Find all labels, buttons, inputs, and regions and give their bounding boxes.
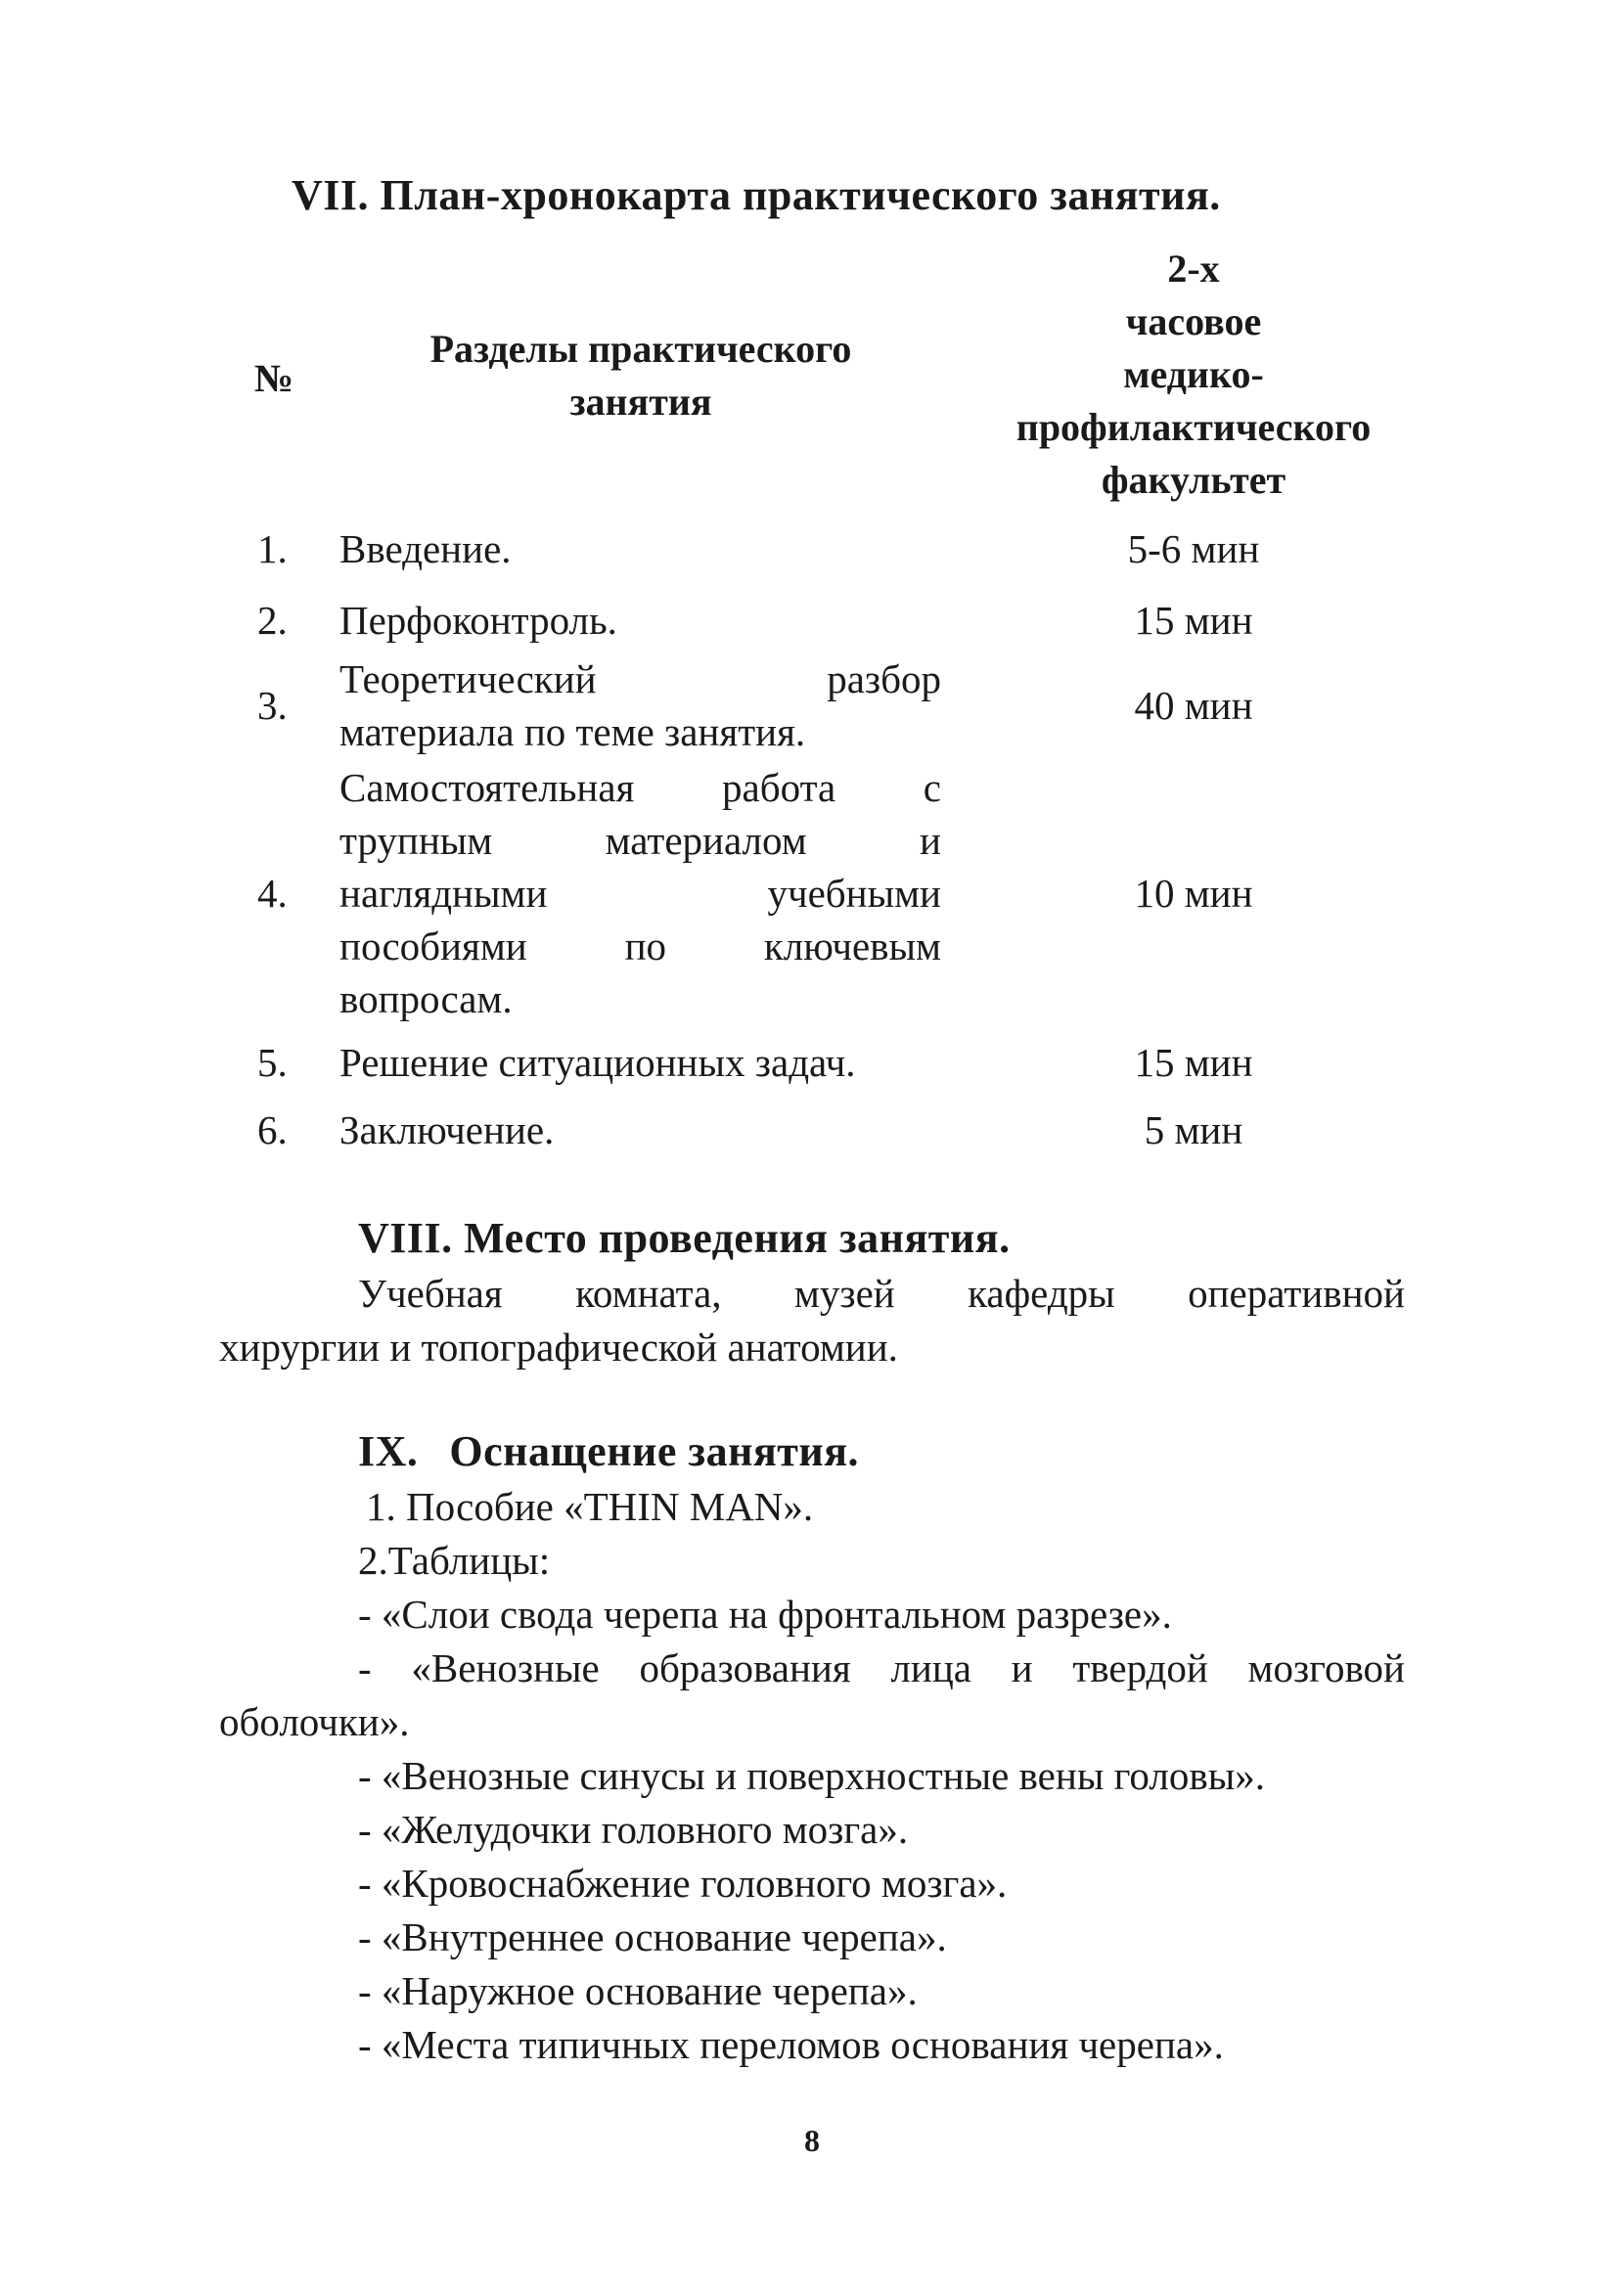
table-row-4-section-line5: вопросам. (339, 976, 513, 1021)
table-row-4-section-line2: трупным материалом и (339, 818, 941, 863)
table-header-time-line4: профилактического (1015, 405, 1372, 449)
table-row-4-time: 10 мин (1134, 871, 1253, 916)
table-row-4-number: 4. (257, 871, 288, 916)
table-row-2-number: 2. (257, 598, 288, 643)
table-row-3-section-line2: материала по теме занятия. (339, 709, 806, 754)
section-8-text-line2: хирургии и топографической анатомии. (219, 1325, 898, 1370)
table-header-time-line2: часовое (1125, 299, 1262, 343)
table-row-2-section: Перфоконтроль. (339, 598, 617, 643)
table-list-item-6: - «Внутреннее основание черепа». (358, 1914, 947, 1959)
table-header-number: № (253, 356, 294, 400)
table-row-4-section-line4: пособиями по ключевым (339, 923, 941, 968)
table-header-sections (338, 323, 944, 428)
table-row-3-section (339, 652, 941, 758)
section-7-title: VII. План-хронокарта практического занятия. (292, 171, 1221, 219)
equipment-item-2: 2.Таблицы: (358, 1538, 551, 1583)
table-header-time (978, 243, 1409, 507)
table-list-item-5: - «Кровоснабжение головного мозга». (358, 1861, 1008, 1906)
table-row-1-section: Введение. (339, 526, 512, 571)
table-list-item-2-line1: - «Венозные образования лица и твердой мозговой (358, 1645, 1405, 1690)
table-row-1-time: 5-6 мин (1127, 526, 1260, 571)
table-row-4-section-line3: наглядными учебными (339, 871, 941, 916)
table-list-item-1: - «Слои свода черепа на фронтальном разрезе». (358, 1592, 1172, 1637)
table-row-3-section-line1: Теоретический разбор (339, 656, 941, 701)
table-row-1-number: 1. (257, 526, 288, 571)
table-list-item-4: - «Желудочки головного мозга». (358, 1807, 909, 1852)
table-header-time-line1: 2-х (1167, 247, 1220, 291)
table-row-5-number: 5. (257, 1040, 288, 1085)
table-list-item-8: - «Места типичных переломов основания черепа». (358, 2022, 1224, 2067)
table-header-sections-line2: занятия (569, 380, 712, 424)
table-row-2-time: 15 мин (1134, 598, 1253, 643)
section-8-title: VIII. Место проведения занятия. (358, 1214, 1011, 1262)
table-list-item-3: - «Венозные синусы и поверхностные вены головы». (358, 1753, 1265, 1798)
section-8-text-line1: Учебная комната, музей кафедры оперативной (358, 1271, 1405, 1316)
section-9-title-text: Оснащение занятия. (449, 1427, 860, 1475)
table-row-4-section (339, 761, 941, 1025)
table-list-item-2-line2: оболочки». (219, 1699, 410, 1744)
table-header-sections-line1: Разделы практического (429, 327, 852, 371)
section-9-title-number: IX. (358, 1427, 419, 1475)
table-row-4-section-line1: Самостоятельная работа с (339, 765, 941, 810)
table-row-6-number: 6. (257, 1107, 288, 1152)
table-header-time-line5: факультет (1101, 458, 1286, 502)
page-number: 8 (804, 2123, 820, 2158)
equipment-item-1: 1. Пособие «THIN MAN». (366, 1484, 814, 1529)
table-row-5-section: Решение ситуационных задач. (339, 1040, 856, 1085)
section-9-title (358, 1426, 859, 1476)
table-header-time-line3: медико- (1123, 352, 1264, 396)
table-list-item-7: - «Наружное основание черепа». (358, 1968, 918, 2013)
table-row-5-time: 15 мин (1134, 1040, 1253, 1085)
table-row-3-number: 3. (257, 683, 288, 728)
table-row-6-time: 5 мин (1144, 1107, 1243, 1152)
table-row-6-section: Заключение. (339, 1107, 555, 1152)
table-row-3-time: 40 мин (1134, 683, 1253, 728)
